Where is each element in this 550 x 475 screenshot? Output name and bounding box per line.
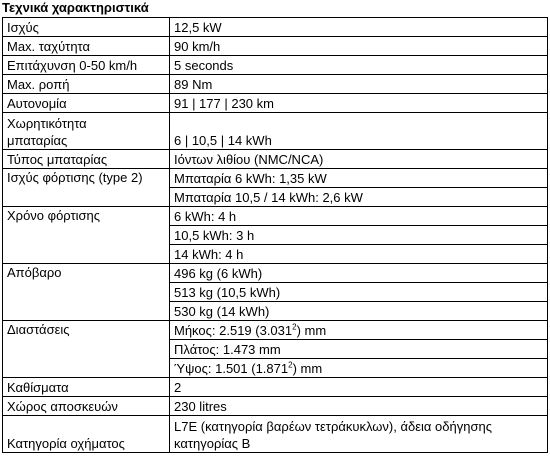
footnote-marker: 2 [292,322,297,332]
specifications-table [2,17,548,453]
table-row-vehicle-category [3,416,548,453]
table-row-acceleration [3,56,548,75]
row-label-line: μπαταρίας [7,133,68,148]
section-title: Τεχνικά χαρακτηριστικά [2,0,149,15]
row-value: 6 | 10,5 | 14 kWh [170,113,548,150]
row-label: Διαστάσεις [3,321,170,378]
dimension-unit: ) mm [296,323,327,338]
row-label: Τύπος μπαταρίας [3,150,170,169]
row-label: Επιτάχυνση 0-50 km/h [3,56,170,75]
table-row-max-torque [3,75,548,94]
table-row-battery-type [3,150,548,169]
row-label: Χώρος αποσκευών [3,397,170,416]
row-value: Μπαταρία 10,5 / 14 kWh: 2,6 kW [170,188,548,207]
table-row-curb-weight [3,264,548,283]
row-label: Κατηγορία οχήματος [3,416,170,453]
table-row-dimensions [3,321,548,340]
row-label: Max. ταχύτητα [3,37,170,56]
row-value: 530 kg (14 kWh) [170,302,548,321]
dimension-length-text: Μήκος: 2.519 (3.031 [174,323,293,338]
row-value: L7E (κατηγορία βαρέων τετράκυκλων), άδεια οδήγησης κατηγορίας Β [170,416,548,453]
table-row-charging-power [3,169,548,188]
row-value: Πλάτος: 1.473 mm [170,340,548,359]
row-value: Μπαταρία 6 kWh: 1,35 kW [170,169,548,188]
row-value: Ιόντων λιθίου (NMC/NCA) [170,150,548,169]
table-row-power [3,18,548,37]
row-value: 10,5 kWh: 3 h [170,226,548,245]
row-value [170,359,548,378]
footnote-marker: 2 [288,360,293,370]
dimension-height-text: Ύψος: 1.501 (1.871 [174,361,289,376]
row-label: Ισχύς [3,18,170,37]
row-value [170,321,548,340]
row-value: 14 kWh: 4 h [170,245,548,264]
row-value: 90 km/h [170,37,548,56]
row-label: Ισχύς φόρτισης (type 2) [3,169,170,207]
table-row-luggage-space [3,397,548,416]
row-value: 5 seconds [170,56,548,75]
row-value: 89 Nm [170,75,548,94]
dimension-unit: ) mm [292,361,323,376]
row-value: 230 litres [170,397,548,416]
table-row-battery-capacity [3,113,548,150]
row-value: 12,5 kW [170,18,548,37]
row-value: 6 kWh: 4 h [170,207,548,226]
table-row-charging-time [3,207,548,226]
row-value: 91 | 177 | 230 km [170,94,548,113]
table-row-max-speed [3,37,548,56]
row-value: 513 kg (10,5 kWh) [170,283,548,302]
table-row-range [3,94,548,113]
row-value: 496 kg (6 kWh) [170,264,548,283]
row-label: Αυτονομία [3,94,170,113]
row-value: 2 [170,378,548,397]
row-label [3,113,170,150]
row-label: Απόβαρο [3,264,170,321]
table-row-seats [3,378,548,397]
row-label: Χρόνο φόρτισης [3,207,170,264]
row-label: Max. ροπή [3,75,170,94]
row-label-line: Χωρητικότητα [7,116,87,131]
row-label: Καθίσματα [3,378,170,397]
